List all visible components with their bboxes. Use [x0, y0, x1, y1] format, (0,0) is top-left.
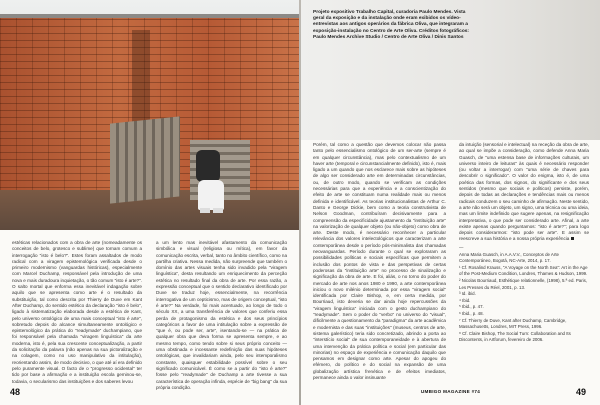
magazine-footer: UMBIGO MAGAZINE #74 [420, 389, 481, 394]
photo-person-legs [198, 180, 224, 210]
photo-caption: Projeto expositivo Trabalho Capital, curadoria Paulo Mendes. Vista geral da exposição e da instalação onde eram exibidos os vídeo-entrevistas aos antigos operários da fábrica Oliva, que integraram a exposição-instalação no Centro de Arte Oliva. Créditos fotográficos: Paulo Mendes Archive Studio / Centro de Arte Oliva / Dinis Santos [313, 10, 470, 40]
footnote-5: ⁴ Ibid. [459, 297, 471, 303]
photo-person-torso [196, 150, 220, 182]
footnote-6: ⁵ Ibid., p. 47. [459, 304, 484, 310]
right-page-number: 49 [576, 387, 587, 397]
photo-pallet [110, 116, 180, 203]
left-page-number: 48 [10, 387, 21, 397]
footnote-8: ⁷ Cf. Thierry de Duve, Kant after Duchamp, Cambridge, Massachusetts, Londres, MIT Press, 1996. [459, 317, 567, 330]
right-column-1-text: Porém, tal como a questão que devemos colocar não passa tanto pelo essencialismo ontológico de um ser-arte (sempre é em qualquer circunstância), mas pelo contextualismo de um haver arte (temporal e circunstancialmente definido), isto é, mais ligado a um quando que nos esclarece mais sobre as hipóteses de algo ser considerado arte em determinadas circunstâncias, ou, de outro modo, quando se verificam as condições necessárias para que a experiência e a conscientização do efeito de arte se constituam numa realidade mais ou menos definida e identificável. As teorias institucionalistas de Arthur C. Danto e George Dickie, bem como a teoria construtivista de Nelson Goodman, contribuíram decisivamente para a compreensão da especificidade ajustamento da "instituição arte" na valorização de qualquer objeto (ou não-objeto) como obra de arte. Deste modo, é necessário reconhecer a particular relevância dos valores intelectológicos que caracterizam a arte contemporânea desde o período pós-minimalista das chamadas neovanguardas. Período durante o qual se exploraram as possibilidades políticas e sociais específicas que permitem a inclusão dos pontos de vista e das perspetivas de certas poderosas da "instituição arte" no processo de sinalização e significação da obra de arte. E foi, aliás, o no torno do poder do mercado de arte nos anos 1980 e 1990, a arte contemporânea iniciou o novo milénio determinada por essa "viragem social" identificada por Claire Bishop, e, em certa medida, por Bourriaud, isto deveria se dar ainda hoje repercussões da "viragem linguística" iniciada com o gesto duchampiano do "readymade". Sem o poder do "verbo" no universo do "visual", dificilmente a questionamento da "paradigma" da arte acadêmica e modernista e das suas "instituições" (museus, centros de arte, sistema galerístico) teria sido concretizado, abrindo a porta ao "interstício social" de sua contemporaneidade e à abertura de uma intervenção da prática política e social (em particular das minorias) no espaço de experiência e comunicação daquilo que pensamos em designar como arte. Apesar do apogeu do efémero, do político e do social na expansão de uma globalização artística frenética e de efeitos imediatos, permanece ainda o valor insinuante [313, 142, 446, 380]
right-column-1 [313, 142, 446, 382]
left-page [0, 0, 299, 405]
footnote-9: ⁸ Cf. Claire Bishop, The Social Turn: Collaboration and Its Discontents, in Artforum, fevereiro de 2006. [459, 330, 571, 343]
footnote-3: ² Nicolas Bourriaud, Esthétique relationnelle, (1998), 5.ª ed. Paris, Les Presses du Réel, 2001, p. 13. [459, 277, 588, 290]
left-column-2 [156, 240, 287, 390]
footnotes [459, 245, 589, 344]
footnote-1: Anna Maria Guasch, in A.A.V.V., Conceptos de Arte Contemporáneo, Bogotá, NC-Arte, 2014, p. 17. [459, 251, 559, 264]
photo-shoe-right [213, 208, 223, 213]
footnote-7: ⁶ Ibid., p. 48. [459, 310, 484, 316]
right-page [301, 0, 600, 405]
footnote-2: ¹ Cf. Rosalind Krauss, "A Voyage on the North Sea": Art in the Age of the Post-Medium Condition, Londres, Thames & Hudson, 1999. [459, 264, 588, 277]
footnote-4: ³ Id. ibid. [459, 291, 476, 297]
footnote-0: — [459, 245, 464, 250]
photo-shoe-left [200, 208, 210, 213]
left-column-2-text: a um lento mas inevitável afastamento da comunicação simbólica e visual (religiosa ou mítica), em favor da comunicação escrita, verbal, tanto no âmbito científico, como na partilha criativa. Nessa medida, não surpreende que também o domínio das artes visuais tenha sido invadido pela "viragem linguística", desta resultando um enriquecimento da perceção estética no resultado final da obra de arte. Por essa razão, a expressão conceptual que o sentido declarativo identificado por Duve se traduz hoje, essencialmente, na recorrência interrogativa de um cepticismo, mas de origem conceptual, "isto é arte?" Na verdade, foi mais acentuado, ao longo de todo o século XX, a uma transferência de valores que conferiu essa perda de protagonismo da estética e dos seus princípios categóricos a favor de uma intitulação sobre a expressão de "que é, ou pode ser, arte", isentando-se — na prática de qualquer obra que deva forma se apresenta sempre, e ao mesmo tempo, como tendo sobre si seus próprio conceito — uma obstinada e incessante redefinição das suas hipóteses ontológicas, que invalidariam ainda, pelo seu intemporalismo constante, quaisquer estabilidade possível sobre o seu significado comunicável. É como se a partir do "isto é arte?" fosse pelo "readymade" de Duchamp a arte tivesse a sua característica de operação infinda, espécie de "big bang" da sua própria condição. [156, 240, 287, 390]
right-column-2-text [459, 142, 589, 243]
left-column-1 [12, 240, 142, 382]
right-column-2-body: da intuição (sensorial e intelectual) na receção da obra de arte, ao qual se impõe a consideração, como defende Anna Maria Guasch, de "uma estensa base de informações culturais, um universo inteiro de leituras" às quais é necessário responder (ou voltar a interrogar) com "uma série de chaves para descobrir o significado". O valor do enigma, isto é, de uma poética das formas, dos signos, do significante e dos seus sentidos (mesmo que sociais e políticos) persiste, porém, depois de todas as declarações e tendências mais ou menos radicais conduzem o seu caminho de afirmação. Neste sentido, a arte não será um objeto, um signo, uma técnica ou uma ideia, mas um limite indefinido que sugere apenas, na resignificação interpretativa, o que pode ser considerado arte. Afinal, a arte existe apenas quando perguntamos: "isto é arte?"; para logo depois considerarmos: "isto pode ser arte". E assim se reescreve a sua história e a nossa própria experiência [459, 142, 589, 242]
exhibition-photo [0, 0, 299, 230]
right-column-2 [459, 142, 589, 242]
end-mark-icon [571, 237, 574, 240]
left-column-1-text: estéticas relacionados com a obra de arte (nomeadamente os conceitos de belo, grotesco e sublime) que tornam comum a interrogação "isto é belo?". Estes foram assaltados de modo radical com a viragem epistemológica verificada desde o primeiro modernismo (vanguardas históricas), especialmente com Marcel Duchamp, responsável pela introdução de uma nova e mais duradoura inquietação, o tão comum "isto é arte?". O salto mortal que enforma essa inevitável indagação sobre aquilo que se apresenta como arte é o resultado da substituição, tal como descrita por Thierry de Duve em Kant After Duchamp, do sentido estético da declaração "isto é belo", ligado à sistematização elaborada desde a estética de Kant, pelo universo ontológico de uma mais conceptual "isto é arte", sobretudo depois do alcance simultaneamente ontológico e epistemológico da prática do "readymade" duchampiano, que foi responsável pela chamada "viragem linguística" da arte moderna, isto é, pela sua crescente conceptualização, a partir da solicitação da palavra (não apenas na sua pictoralização e na colagem, como no uso manipulativo da intitulação), reorientando assim, de modo decisivo, o que até aí era definido pelo puramente visual. O facto de o "progresso ocidental" ter tido por base a afirmação e a instituição escola geminou-se, todavia, o secularismo das instituições e dos saberes levou [12, 240, 142, 384]
